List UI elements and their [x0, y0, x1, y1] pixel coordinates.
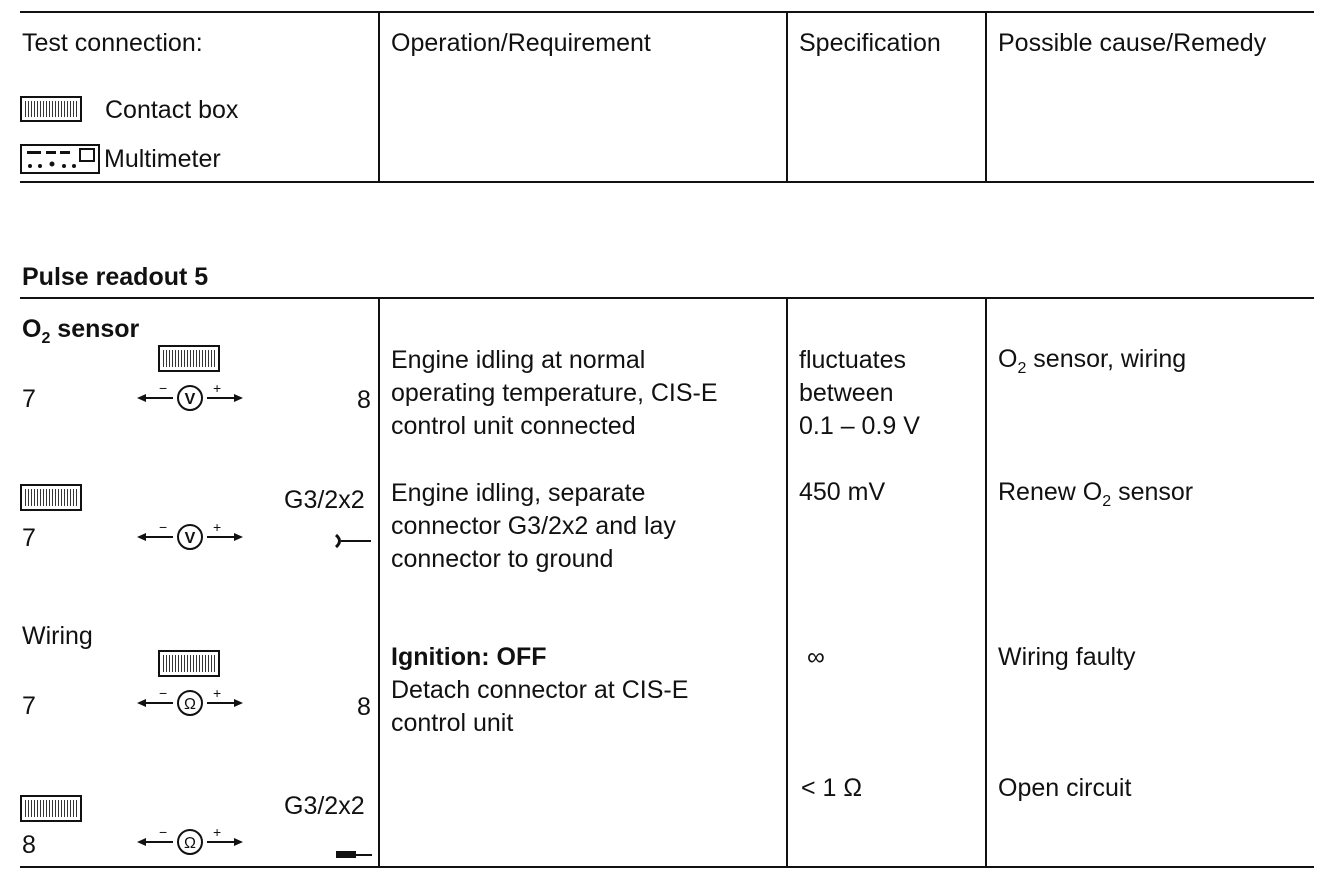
row-1-operation-3: control unit connected — [391, 412, 636, 440]
svg-text:+: + — [213, 383, 222, 396]
remedy-header: Possible cause/Remedy — [998, 29, 1267, 57]
row-2-operation-3: connector to ground — [391, 545, 614, 573]
section-title: Pulse readout 5 — [22, 263, 209, 291]
svg-text:+: + — [213, 827, 222, 840]
row-2-spec-1: 450 mV — [799, 478, 886, 506]
contact-box-icon — [20, 96, 82, 122]
row-2-operation-2: connector G3/2x2 and lay — [391, 512, 676, 540]
header-divider-1 — [378, 11, 380, 183]
header-divider-3 — [985, 11, 987, 183]
open-connector-icon — [333, 533, 373, 549]
svg-text:−: − — [159, 688, 168, 701]
table-divider-1 — [378, 297, 380, 868]
row-2-operation-1: Engine idling, separate — [391, 479, 646, 507]
row-1-spec-2: between — [799, 379, 894, 407]
row-3-remedy: Wiring faulty — [998, 643, 1136, 671]
row-3-pin-right: 8 — [357, 693, 371, 721]
svg-text:V: V — [184, 391, 196, 408]
row-3-operation-1: Detach connector at CIS-E — [391, 676, 689, 704]
row-1-spec-3: 0.1 – 0.9 V — [799, 412, 920, 440]
row-1-pin-left: 7 — [22, 385, 36, 413]
operation-header: Operation/Requirement — [391, 29, 651, 57]
contact-box-icon — [158, 650, 220, 677]
header-divider-2 — [786, 11, 788, 183]
ohmmeter-icon — [135, 688, 245, 718]
ohmmeter-icon — [135, 827, 245, 857]
svg-text:−: − — [159, 827, 168, 840]
row-3-spec-1: ∞ — [807, 643, 825, 671]
table-top-rule — [20, 297, 1314, 299]
row-2-pin-left: 7 — [22, 524, 36, 552]
contact-box-icon — [158, 345, 220, 372]
row-3-operation-2: control unit — [391, 709, 514, 737]
svg-text:+: + — [213, 522, 222, 535]
row-4-remedy: Open circuit — [998, 774, 1132, 802]
svg-text:−: − — [159, 383, 168, 396]
header-top-rule — [20, 11, 1314, 13]
multimeter-label: Multimeter — [104, 145, 221, 173]
row-3-operation-bold: Ignition: OFF — [391, 643, 547, 671]
contact-box-icon — [20, 484, 82, 511]
row-1-operation-2: operating temperature, CIS-E — [391, 379, 718, 407]
row-1-operation-1: Engine idling at normal — [391, 346, 646, 374]
contact-box-label: Contact box — [105, 96, 239, 124]
row-1-spec-1: fluctuates — [799, 346, 907, 374]
sensor-subtitle: $O_2$ sensor — [22, 315, 140, 347]
contact-box-icon — [20, 795, 82, 822]
svg-text:V: V — [184, 530, 196, 547]
row-2-remedy: Renew $O_2$ sensor — [998, 478, 1194, 510]
svg-text:−: − — [159, 522, 168, 535]
row-4-pin-right: G3/2x2 — [284, 792, 365, 820]
row-1-remedy: $O_2$ sensor, wiring — [998, 345, 1187, 377]
table-divider-2 — [786, 297, 788, 868]
row-3-left-label: Wiring — [22, 622, 93, 650]
row-4-pin-left: 8 — [22, 831, 36, 859]
row-1-pin-right: 8 — [357, 386, 371, 414]
multimeter-icon — [20, 144, 100, 174]
voltmeter-icon — [135, 522, 245, 552]
voltmeter-icon — [135, 383, 245, 413]
ground-connector-icon — [334, 849, 374, 861]
svg-text:+: + — [213, 688, 222, 701]
row-2-pin-right: G3/2x2 — [284, 486, 365, 514]
svg-text:Ω: Ω — [184, 835, 196, 852]
header-bottom-rule — [20, 181, 1314, 183]
specification-header: Specification — [799, 29, 941, 57]
test-connection-label: Test connection: — [22, 29, 203, 57]
svg-text:Ω: Ω — [184, 696, 196, 713]
row-3-pin-left: 7 — [22, 692, 36, 720]
row-4-spec-1: < 1 Ω — [801, 774, 863, 802]
table-divider-3 — [985, 297, 987, 868]
table-bottom-rule — [20, 866, 1314, 868]
